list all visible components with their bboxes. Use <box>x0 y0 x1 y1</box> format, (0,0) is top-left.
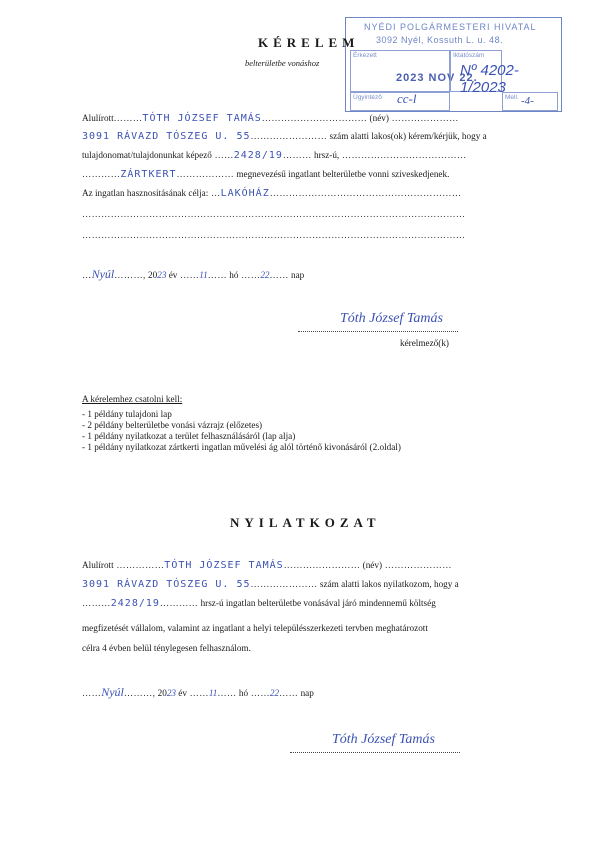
request-line-2: 3091 RÁVAZD TÓSZEG U. 55…………………… szám alatti lakos(ok) kérem/kérjük, hogy a <box>82 131 487 142</box>
statement-line-3: ………2428/19………… hrsz-ú ingatlan belterületbe vonásával járó mindennemű költség <box>82 598 436 609</box>
request-line-3-text: tulajdonomat/tulajdonunkat képező <box>82 150 212 160</box>
applicant-address: 3091 RÁVAZD TÓSZEG U. 55 <box>82 131 251 142</box>
stamp-attachments-label: Mell. <box>505 94 519 101</box>
statement-signature-line <box>290 730 460 753</box>
statement-signature-block <box>290 730 460 753</box>
statement-line-2: 3091 RÁVAZD TÓSZEG U. 55………………… szám alatti lakos nyilatkozom, hogy a <box>82 579 459 590</box>
stamp-number-label: Iktatószám <box>453 52 485 59</box>
purpose-label: Az ingatlan hasznosításának célja: <box>82 188 209 198</box>
request-month-label: hó <box>229 270 239 280</box>
stamp-received-label: Érkezett <box>353 52 377 59</box>
name-suffix: (név) <box>369 113 389 123</box>
statement-month-label: hó <box>238 688 249 698</box>
request-line-4: …………ZÁRTKERT……………… megnevezésű ingatlant belterületbe vonni szíveskedjenek. <box>82 169 450 180</box>
applicant-name: TÓTH JÓZSEF TAMÁS <box>142 113 262 124</box>
attachment-item: - 1 példány nyilatkozat a terület felhasználásáról (lap alja) <box>82 431 296 441</box>
request-line-1: Alulírott………TÓTH JÓZSEF TAMÁS…………………………… (név) ………………… <box>82 113 459 124</box>
statement-day: 22 <box>269 688 280 698</box>
request-year: 23 <box>157 270 167 280</box>
statement-line-3-text: hrsz-ú ingatlan belterületbe vonásával járó mindennemű költség <box>200 598 436 608</box>
stamp-handler-label: Ügyintéző <box>353 94 382 101</box>
blank-line-2: ………………………………………………………………………………………………………… <box>82 230 466 240</box>
request-month: 11 <box>199 270 208 280</box>
statement-day-label: nap <box>300 688 314 698</box>
label-alulirott: Alulírott <box>82 560 114 570</box>
stamp-address: 3092 Nyél, Kossuth L. u. 48. <box>376 35 504 45</box>
signer-label: kérelmező(k) <box>400 338 449 348</box>
statement-line-2-text: szám alatti lakos nyilatkozom, hogy a <box>319 579 459 589</box>
stamp-received-box <box>350 50 450 92</box>
attachment-item: - 2 példány belterületbe vonási vázrajz (előzetes) <box>82 420 263 430</box>
stamp-attachments-value: -4- <box>521 95 534 107</box>
declarant-address: 3091 RÁVAZD TÓSZEG U. 55 <box>82 579 251 590</box>
request-date-place: Nyúl <box>91 267 115 281</box>
attachments-heading: A kérelemhez csatolni kell: <box>82 394 183 404</box>
stamp-number: Nº 4202-1/2023 <box>460 62 519 96</box>
request-day: 22 <box>260 270 270 280</box>
attachment-item: - 1 példány tulajdoni lap <box>82 409 172 419</box>
label-alulirott: Alulírott <box>82 113 114 123</box>
statement-title: NYILATKOZAT <box>230 515 381 530</box>
request-signature-block <box>298 309 458 332</box>
request-line-4-text: megnevezésű ingatlant belterületbe vonni szíveskedjenek. <box>236 169 450 179</box>
attachments-list <box>82 409 401 453</box>
declarant-name: TÓTH JÓZSEF TAMÁS <box>164 560 284 571</box>
purpose-value: LAKÓHÁZ <box>220 188 270 199</box>
request-line-3: tulajdonomat/tulajdonunkat képező ……2428/19……… hrsz-ú, ………………………………… <box>82 150 467 161</box>
request-day-label: nap <box>290 270 305 280</box>
stamp-handler-value: cc-l <box>397 91 417 106</box>
stamp-office: NYÉDI POLGÁRMESTERI HIVATAL <box>364 22 537 32</box>
attachment-item: - 1 példány nyilatkozat zártkerti ingatlan művelési ág alól történő kivonásáról (2.oldal) <box>82 442 401 452</box>
plot-number: 2428/19 <box>233 150 283 161</box>
stamp-date: 2023 NOV 22. <box>396 72 478 84</box>
statement-year: 23 <box>166 688 176 698</box>
request-year-prefix: 20 <box>148 270 158 280</box>
request-title: KÉRELEM <box>258 35 360 50</box>
statement-line-1: Alulírott ……………TÓTH JÓZSEF TAMÁS…………………… (név) ………………… <box>82 560 452 571</box>
stamp-handler-box <box>350 92 450 111</box>
statement-plot-number: 2428/19 <box>110 598 160 609</box>
request-date-line: …Nyúl………, 2023 év ……11…… hó ……22…… nap <box>82 267 305 281</box>
statement-year-prefix: 20 <box>157 688 167 698</box>
plot-suffix: hrsz-ú, <box>313 150 340 160</box>
blank-line-1: ………………………………………………………………………………………………………… <box>82 209 466 219</box>
request-line-2-text: szám alatti lakos(ok) kérem/kérjük, hogy a <box>329 131 487 141</box>
stamp-attachments-box <box>502 92 558 111</box>
statement-date-line: ……Nyúl………, 2023 év ……11…… hó ……22…… nap <box>82 685 314 699</box>
request-line-5: Az ingatlan hasznosításának célja: …LAKÓHÁZ…………………………………………………… <box>82 188 462 199</box>
request-subtitle: belterületbe vonáshoz <box>245 58 320 68</box>
statement-date-place: Nyúl <box>101 685 124 699</box>
property-type: ZÁRTKERT <box>120 169 177 180</box>
request-year-label: év <box>168 270 178 280</box>
name-suffix: (név) <box>362 560 383 570</box>
statement-line-5: célra 4 évben belül ténylegesen felhasználom. <box>82 643 251 653</box>
statement-line-4: megfizetését vállalom, valamint az ingatlant a helyi településszerkezeti tervben meghatározott <box>82 623 428 633</box>
statement-month: 11 <box>208 688 218 698</box>
statement-signature: Tóth József Tamás <box>332 732 435 747</box>
request-signature-line <box>298 309 458 332</box>
request-signature: Tóth József Tamás <box>340 311 443 326</box>
registration-stamp <box>345 17 562 112</box>
statement-year-label: év <box>178 688 187 698</box>
